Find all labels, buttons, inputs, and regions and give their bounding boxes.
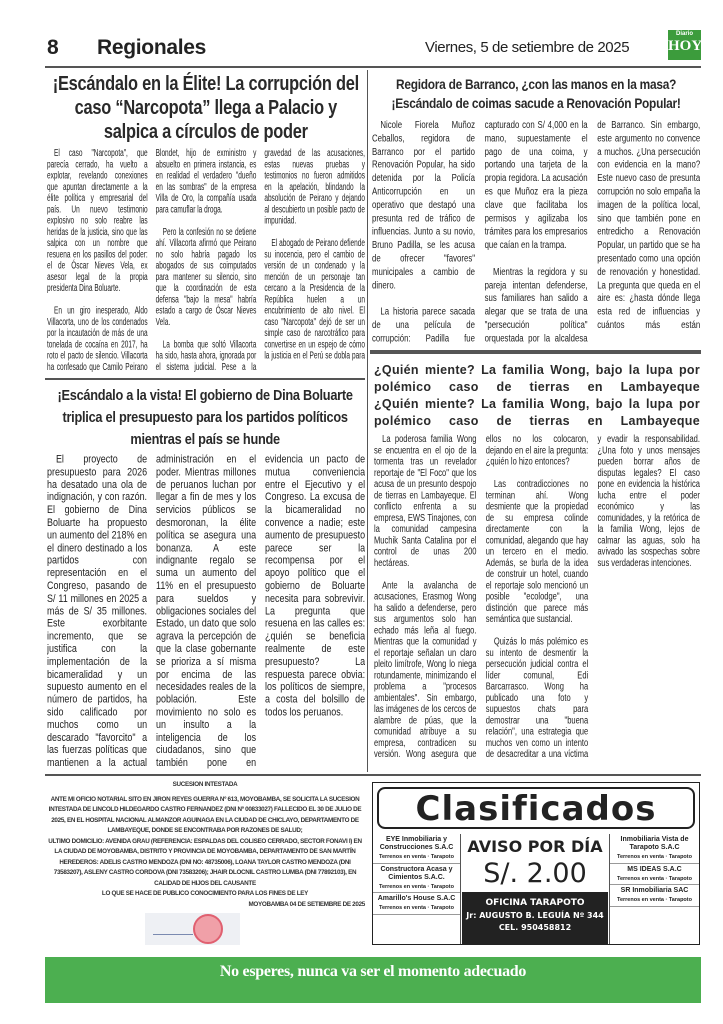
footer-banner	[45, 957, 701, 1003]
signature-icon	[153, 925, 193, 935]
headline-text-repeat: ¿Quién miente? La familia Wong, bajo la lupa por polémico caso de tierras en Lambayeque	[374, 397, 700, 428]
classified-ad: Constructora Acasa y Cimientos S.A.C. Terrenos en venta · Tarapoto	[373, 864, 460, 894]
issue-date: Viernes, 5 de setiembre de 2025	[425, 39, 630, 56]
section-title: Regionales	[97, 36, 207, 59]
paragraph: En un giro inesperado, Aldo Villacorta, uno de los condenados por la incautación de más de una tonelada de cocaína en 2017, ha roto el pacto de silencio. Villacorta ha confesado que Camilo Peirano Blondet, hijo de exministro y absuelto en primera instancia, es en realidad el verdadero "dueño en las sombras" de la empresa Villa de Oro, la compañía usada para camuflar la droga.	[47, 147, 257, 372]
article-headline: ¡Escándalo en la Élite! La corrupción del caso “Narcopota” llega a Palacio y salpica a círculos de poder	[52, 73, 359, 143]
logo-small: Diario	[675, 31, 693, 37]
paragraph: El caso "Narcopota", que parecía cerrado, ha vuelto a explotar, revelando conexiones que apuntan directamente a la élite política y empresarial del país. Un nuevo testimonio explosivo no solo reabre las heridas de la justicia, sino que las salpica con un nombre que resuena en los pasillos del poder: el de Óscar Nieves Vela, ex asesor legal de la propia presidenta Dina Boluarte.	[47, 147, 148, 294]
article-headline: ¡Escándalo a la vista! El gobierno de Dina Boluarte triplica el presupuesto para los partidos políticos mientras el país se hunde	[57, 387, 353, 448]
notice-line: LO QUE SE HACE DE PUBLICO CONOCIMIENTO PARA LOS FINES DE LEY	[101, 890, 309, 897]
paragraph: Nicole Fiorela Muñoz Ceballos, regidora de Barranco por el partido Renovación Popular, ha sido detenida por la Policía Anticorrupción en un operativo que destapó una presunta red de tráfico de influencias. Junto a su novio, Bruno Padilla, se les acusa de ofrecer "favores" municipales a cambio de dinero.	[372, 118, 475, 291]
paragraph: El proyecto de presupuesto para 2026 ha desatado una ola de indignación, y con razón. El gobierno de Dina Boluarte ha propuesto un aumento del 218% en el dinero destinado a los partidos con representación en el Congreso, pasando de S/ 11 millones en 2025 a más de S/ 35 millones. Este exorbitante incremento, que se justifica con la implementación de la bicameralidad y un supuesto aumento en el número de partidos, ha sido calificado por muchos como un descarado "favorcito" a las fuerzas políticas que mantienen a la actual administración en el poder. Mientras millones de peruanos luchan por llegar a fin de mes y los servicios públicos se desmoronan, la élite política se asegura una bonanza. A este indignante regalo se suma un aumento del 11% en el presupuesto para sueldos y obligaciones sociales del Estado, un dato que solo agrava la percepción de que la clase gobernante se prioriza a sí misma por encima de las necesidades reales de la población. Este movimiento no solo es un insulto a la inteligencia de los ciudadanos, sino que también pone en evidencia un pacto de mutua conveniencia entre el Ejecutivo y el Congreso. La excusa de la bicameralidad no convence a nadie; este aumento de presupuesto parece ser la recompensa por el apoyo político que el gobierno de Boluarte necesita para sobrevivir. La pregunta que resuena en las calles es: ¿quién se beneficia realmente de este presupuesto? La respuesta parece obvia: los políticos de siempre, a costa del bolsillo de todos los peruanos.	[47, 453, 365, 769]
classifieds-right-column	[609, 834, 699, 944]
article-headline: Regidora de Barranco, ¿con las manos en la masa? ¡Escándalo de coimas sacude a Renovación Popular!	[391, 76, 681, 111]
classifieds-header	[377, 787, 695, 829]
header-rule	[45, 66, 701, 68]
paragraph: Quizás lo más polémico es su intento de desmentir la persecución judicial contra el líder comunal, Edi Barcarrasco. Wong ha publicado una foto y supuestos chats para demostrar una "buena relación", una estrategia que muchos ven como un intento de desacreditar a una víctima y evadir la responsabilidad. ¿Una foto y unos mensajes pueden borrar años de disputas legales? El caso pone en evidencia la histórica lucha entre el poder económico y las comunidades, y la retórica de la familia Wong, lejos de calmar las aguas, solo ha avivado las sospechas sobre sus verdaderas intenciones.	[485, 433, 700, 760]
classified-ad: Inmobiliaria Vista de Tarapoto S.A.C Terrenos en venta · Tarapoto	[610, 834, 699, 864]
office-address: Jr: AUGUSTO B. LEGUÍA Nº 344	[466, 911, 604, 920]
classifieds-box	[372, 782, 700, 945]
classifieds-title: Clasificados	[415, 789, 657, 829]
section-rule	[45, 378, 365, 380]
office-phone: CEL. 950458812	[498, 923, 572, 932]
classified-ad: EYE Inmobiliaria y Construcciones S.A.C Terrenos en venta · Tarapoto	[373, 834, 460, 864]
price-value: S/. 2.00	[483, 858, 587, 889]
classified-ad: SR Inmobiliaria SAC Terrenos en venta · Tarapoto	[610, 885, 699, 907]
article-body	[374, 433, 700, 769]
headline-text: ¿Quién miente? La familia Wong, bajo la lupa por polémico caso de tierras en Lambayeque	[374, 363, 700, 394]
banner-text: No esperes, nunca va ser el momento adecuado	[219, 963, 527, 980]
paragraph: Ante la avalancha de acusaciones, Erasmog Wong ha salido a defenderse, pero sus argumentos solo han echado más leña al fuego. Mientras que la comunidad y el reportaje señalan un claro pleito limítrofe, Wong lo niega rotundamente, minimizando el problema a "procesos ambientales". Sin embargo, las imágenes de los cercos de alambre de púas, que la comunidad atribuye a su empresa, contradicen su versión. Wong asegura que ellos no los colocaron, dejando en el aire la pregunta: ¿quién lo hizo entonces?	[374, 433, 589, 760]
paragraph: Mientras la regidora y su pareja intentan defenderse, sus familiares han salido a alegar que se trata de una "persecución política" orquestada por la alcaldesa de Barranco. Sin embargo, este argumento no convence a muchos. ¿Una persecución con evidencia en la mano? Este nuevo caso de presunta corrupción no solo empaña la imagen de la política local, sino que también pone en entredicho a Renovación Popular, un partido que se ha presentado como una opción de renovación y honestidad. La pregunta que queda en el aire es: ¿hasta dónde llega esta red de influencias y cuántos más están	[484, 118, 700, 344]
office-title: OFICINA TARAPOTO	[485, 898, 585, 908]
article-body	[372, 118, 700, 346]
newspaper-logo	[668, 30, 701, 60]
seal-icon	[193, 914, 223, 944]
notice-line: ANTE MI OFICIO NOTARIAL SITO EN JIRON REYES GUERRA Nº 613, MOYOBAMBA, SE SOLICITA LA SUCESION INTESTADA DE LINCOLD HILDEGARDO CASTRO FERNANDEZ (DNI Nº 00833027) FALLECIDO EL 30 DE JULIO DE 2025, EN EL HOSPITAL NACIONAL ALMANZOR AGUINAGA EN LA CIUDAD DE CHICLAYO, DEPARTAMENTO DE LAMBAYEQUE, DONDE SE ENCONTRABA POR RAZONES DE SALUD;	[48, 795, 362, 834]
classified-ad: Amarillo's House S.A.C Terrenos en venta · Tarapoto	[373, 893, 460, 915]
article-body	[47, 453, 365, 769]
paragraph: La bomba que soltó Villacorta ha sido, hasta ahora, ignorada por el sistema judicial. Pese a la gravedad de las acusaciones, estas nuevas pruebas y testimonios no fueron admitidos en la apelación, blindando la absolución de Peirano y dejando al descubierto un posible pacto de impunidad.	[155, 147, 365, 372]
section-rule	[370, 350, 701, 354]
notice-line: ULTIMO DOMICILIO: AVENIDA GRAU (REFERENCIA: ESPALDAS DEL COLISEO CERRADO, SECTOR FONAVI I) EN LA CIUDAD DE MOYOBAMBA, DISTRITO Y PROVINCIA DE MOYOBAMBA, DEPARTAMENTO DE SAN MARTÍN	[48, 837, 362, 855]
classifieds-left-column	[373, 834, 461, 944]
article-headline	[374, 362, 700, 430]
classified-ad: MS IDEAS S.A.C Terrenos en venta · Tarapoto	[610, 864, 699, 886]
notice-line: HEREDEROS: ADELIS CASTRO MENDOZA (DNI NO: 48735006), LOANA TAYLOR CASTRO MENDOZA (DNI 73583207), ASLENY CASTRO CORDOVA (DNI 73583206); JHAIR DLOCNIL CASTRO LUMBA (DNI 77892103), EN CALIDAD DE HIJOS DEL CAUSANTE	[53, 858, 357, 887]
article-body	[47, 147, 365, 374]
paragraph: La historia parece sacada de una película de corrupción: Padilla fue capturado con S/ 4,000 en la mano, supuestamente el pago de una coima, y portando una tarjeta de la propia regidora. La acusación es que Muñoz era la pieza clave que facilitaba los permisos y agilizaba los trámites para los empresarios que caían en la trampa.	[372, 118, 588, 344]
paragraph: Pero la confesión no se detiene ahí. Villacorta afirmó que Peirano no solo habría pagado los abogados de sus coimputados para mantener su silencio, sino que la coordinación de esta defensa "bajo la mesa" habría estado a cargo de Óscar Nieves Vela.	[155, 225, 257, 327]
classifieds-price-column	[462, 834, 608, 944]
notice-title: SUCESION INTESTADA	[172, 781, 238, 788]
section-rule	[45, 774, 701, 776]
notice-date: MOYOBAMBA 04 DE SETIEMBRE DE 2025	[248, 900, 365, 908]
paragraph: Las contradicciones no terminan ahí. Wong desmiente que la propiedad de su empresa colinde directamente con la comunidad, alegando que hay un tercero en el medio. Además, se burla de la idea de construir un hotel, cuando el reportaje solo mencionó un posible "ecolodge", una distinción que parece más semántica que sustancial.	[485, 478, 589, 625]
paragraph: La poderosa familia Wong se encuentra en el ojo de la tormenta tras un revelador reportaje de "El Foco" que los acusa de un presunto despojo de tierras en Lambayeque. El conflicto enfrenta a su empresa, EWS Tinajones, con la comunidad campesina Muchik Santa Catalina por el control de unas 200 hectáreas.	[374, 433, 477, 568]
office-panel	[462, 892, 608, 944]
legal-notice	[45, 780, 365, 910]
page-number: 8	[47, 36, 59, 59]
notary-signature-stamp	[145, 913, 240, 945]
price-label: AVISO POR DÍA	[467, 837, 603, 856]
column-divider	[367, 70, 368, 772]
logo-big: HOY	[668, 38, 703, 54]
paragraph: El abogado de Peirano defiende su inocencia, pero el cambio de versión de un condenado y la mención de un personaje tan cercano a la Presidencia de la República huelen a un encubrimiento de alto nivel. El caso "Narcopota" dejó de ser un simple caso de narcotráfico para convertirse en un espejo de cómo la justicia en el Perú se dobla para	[264, 237, 365, 361]
